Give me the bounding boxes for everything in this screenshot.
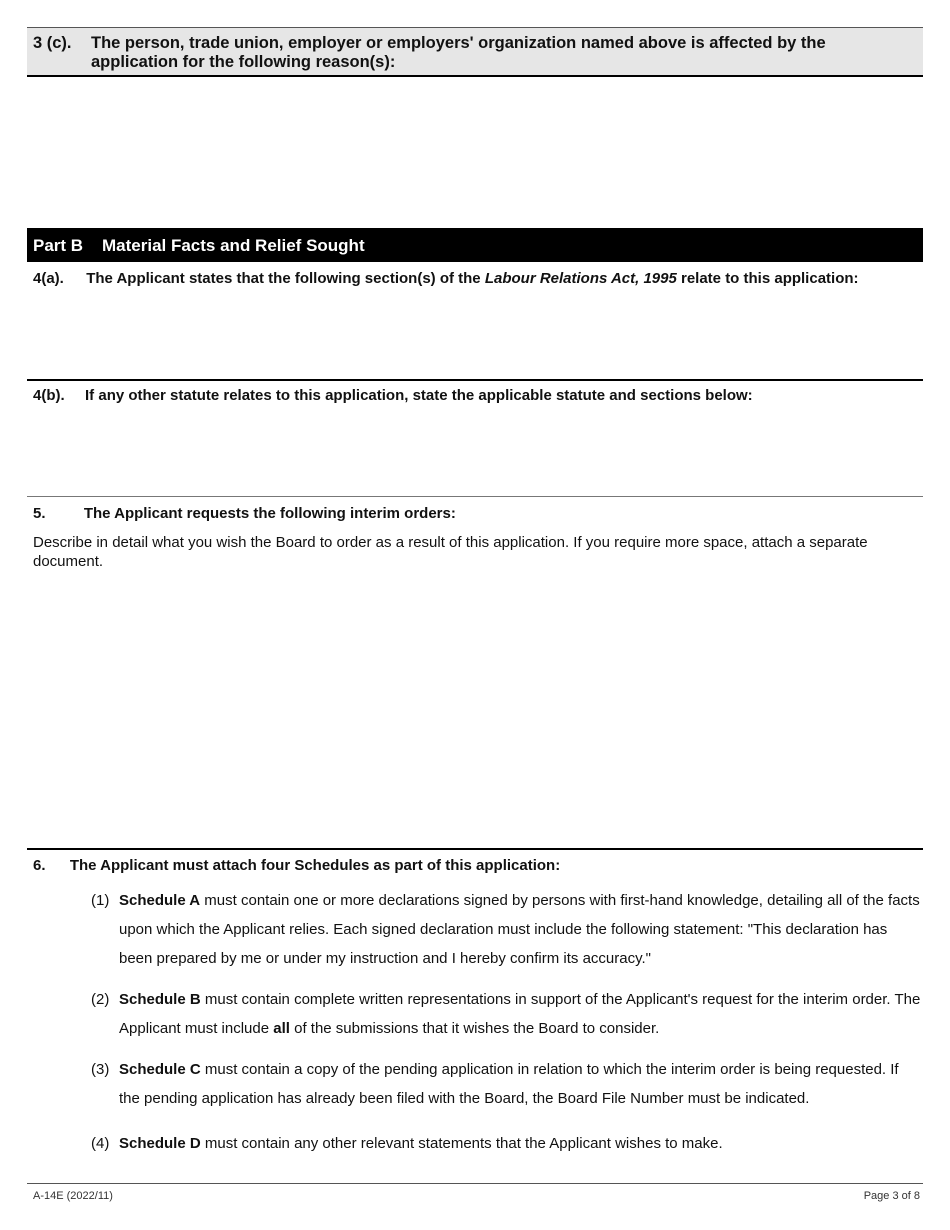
schedule-item-number: (3) <box>91 1061 110 1078</box>
question-6 <box>33 857 560 874</box>
divider <box>27 848 923 850</box>
question-5 <box>33 505 456 522</box>
question-4a-text-before: The Applicant states that the following section(s) of the <box>86 270 485 287</box>
schedule-description: must contain one or more declarations signed by persons with first-hand knowledge, detailing all of the facts upon which the Applicant relies. Each signed declaration must include the following statement: "This declaration has been prepared by me or under my instruction and I hereby confirm its accuracy." <box>119 892 920 967</box>
page-number: Page 3 of 8 <box>863 1190 920 1202</box>
schedule-name: Schedule C <box>119 1061 201 1078</box>
question-5-number: 5. <box>33 505 46 522</box>
schedule-description: must contain a copy of the pending application in relation to which the interim order is being requested. If the pending application has already been filed with the Board, the Board File Number must be indicated. <box>119 1061 899 1107</box>
question-4a <box>33 270 859 287</box>
question-5-answer-area[interactable] <box>27 575 923 847</box>
schedule-name: Schedule B <box>119 991 201 1008</box>
question-6-text: The Applicant must attach four Schedules as part of this application: <box>69 857 561 874</box>
schedule-description: must contain complete written representations in support of the Applicant's request for the interim order. The Applicant must include <box>119 991 921 1037</box>
section-3c-number: 3 (c). <box>33 34 72 52</box>
section-3c-answer-area[interactable] <box>27 79 923 227</box>
section-3c-text: The person, trade union, employer or employers' organization named above is affected by the application for the following reason(s): <box>91 34 826 71</box>
question-6-number: 6. <box>33 857 46 874</box>
schedule-item-number: (4) <box>91 1135 110 1152</box>
form-id: A-14E (2022/11) <box>33 1190 113 1202</box>
schedule-item-number: (2) <box>91 991 110 1008</box>
question-4a-number: 4(a). <box>33 270 64 287</box>
schedule-description-end: of the submissions that it wishes the Board to consider. <box>289 1020 660 1037</box>
part-b-title: Material Facts and Relief Sought <box>102 236 365 255</box>
section-3c-header <box>27 27 923 77</box>
question-4b-answer-area[interactable] <box>27 410 923 495</box>
schedule-emphasis: all <box>273 1020 290 1037</box>
question-5-instructions: Describe in detail what you wish the Board to order as a result of this application. If you require more space, attach a separate document. <box>33 534 868 570</box>
question-4b-number: 4(b). <box>33 387 65 404</box>
schedule-item-number: (1) <box>91 892 110 909</box>
part-b-header <box>27 228 923 262</box>
divider <box>27 496 923 497</box>
schedule-name: Schedule A <box>119 892 201 909</box>
question-5-text: The Applicant requests the following interim orders: <box>83 505 456 522</box>
question-4a-answer-area[interactable] <box>27 292 923 378</box>
question-4a-text-after: relate to this application: <box>676 270 859 287</box>
question-4b-text: If any other statute relates to this application, state the applicable statute and sections below: <box>85 387 753 404</box>
schedule-description: must contain any other relevant statements that the Applicant wishes to make. <box>200 1135 723 1152</box>
schedule-name: Schedule D <box>119 1135 201 1152</box>
question-4b <box>33 387 753 404</box>
divider <box>27 379 923 381</box>
footer-divider <box>27 1183 923 1184</box>
question-4a-act-name: Labour Relations Act, 1995 <box>484 270 677 287</box>
part-b-label: Part B <box>33 236 84 255</box>
